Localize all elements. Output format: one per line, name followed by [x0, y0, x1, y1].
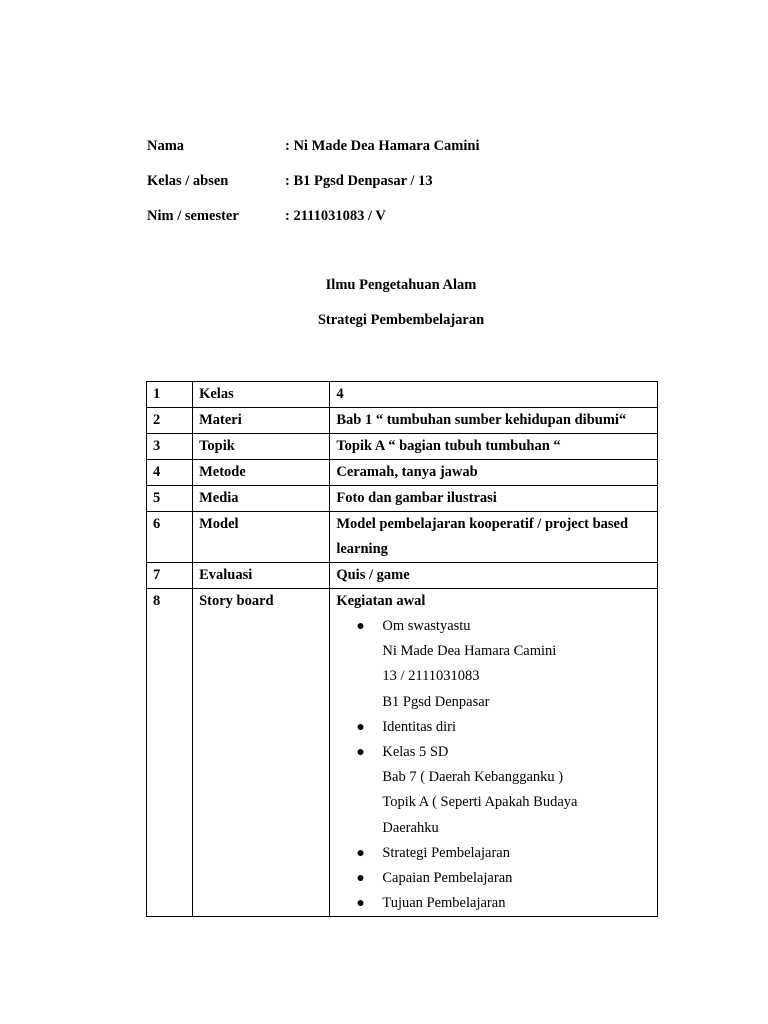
table-row	[147, 512, 658, 563]
list-item-text: B1 Pgsd Denpasar	[382, 693, 490, 710]
header-value: : 2111031083 / V	[285, 208, 386, 224]
list-item-text: Ni Made Dea Hamara Camini	[382, 643, 557, 660]
topic-title: Strategi Pembembelajaran	[317, 312, 485, 328]
row-number: 1	[147, 382, 193, 408]
list-item-text: Topik A ( Seperti Apakah Budaya	[382, 794, 578, 811]
row-value: Quis / game	[330, 563, 658, 589]
table-row-storyboard	[147, 589, 658, 917]
bullet-icon: ●	[356, 896, 365, 912]
list-item	[336, 891, 657, 916]
list-item	[336, 765, 657, 790]
row-key: Metode	[193, 460, 330, 486]
list-item-text: 13 / 2111031083	[382, 668, 480, 685]
table-row	[147, 460, 658, 486]
list-item	[336, 740, 657, 765]
info-table	[146, 381, 658, 917]
storyboard-content	[330, 589, 658, 917]
bullet-icon: ●	[356, 845, 365, 861]
header-value: : B1 Pgsd Denpasar / 13	[285, 173, 433, 189]
list-item-text: Strategi Pembelajaran	[382, 844, 510, 861]
row-value: Ceramah, tanya jawab	[330, 460, 658, 486]
table-row	[147, 563, 658, 589]
row-value: Topik A “ bagian tubuh tumbuhan “	[330, 434, 658, 460]
row-key: Media	[193, 486, 330, 512]
row-number: 5	[147, 486, 193, 512]
row-number: 3	[147, 434, 193, 460]
list-item	[336, 690, 657, 715]
row-key: Story board	[193, 589, 330, 917]
list-item-text: Bab 7 ( Daerah Kebangganku )	[382, 769, 564, 786]
table-row	[147, 382, 658, 408]
list-item	[336, 664, 657, 689]
table-row	[147, 408, 658, 434]
row-number: 7	[147, 563, 193, 589]
row-key: Model	[193, 512, 330, 563]
list-item	[336, 790, 657, 815]
list-item	[336, 841, 657, 866]
row-number: 8	[147, 589, 193, 917]
bullet-icon: ●	[356, 744, 365, 760]
list-item-text: Identitas diri	[382, 718, 457, 735]
row-value: Model pembelajaran kooperatif / project based learning	[330, 512, 658, 563]
list-item	[336, 715, 657, 740]
list-item	[336, 816, 657, 841]
row-key: Evaluasi	[193, 563, 330, 589]
list-item-text: Om swastyastu	[382, 618, 471, 634]
header-label: Nama	[147, 138, 185, 154]
list-item	[336, 866, 657, 891]
list-item-text: Capaian Pembelajaran	[382, 869, 513, 886]
row-key: Materi	[193, 408, 330, 434]
table-row	[147, 486, 658, 512]
list-item-text: Tujuan Pembelajaran	[382, 895, 506, 912]
list-item	[336, 639, 657, 664]
info-table-body	[147, 382, 658, 917]
list-item	[336, 614, 657, 639]
row-key: Kelas	[193, 382, 330, 408]
subject-title: Ilmu Pengetahuan Alam	[325, 277, 477, 293]
storyboard-list	[336, 614, 657, 916]
header-label: Nim / semester	[147, 208, 239, 224]
bullet-icon: ●	[356, 870, 365, 886]
list-item-text: Daerahku	[382, 819, 439, 836]
row-number: 2	[147, 408, 193, 434]
header-label: Kelas / absen	[147, 173, 229, 189]
bullet-icon: ●	[356, 619, 365, 634]
list-item-text: Kelas 5 SD	[382, 743, 449, 760]
row-number: 4	[147, 460, 193, 486]
storyboard-heading: Kegiatan awal	[336, 593, 426, 609]
table-row	[147, 434, 658, 460]
row-value: Bab 1 “ tumbuhan sumber kehidupan dibumi“	[330, 408, 658, 434]
row-number: 6	[147, 512, 193, 563]
row-value: Foto dan gambar ilustrasi	[330, 486, 658, 512]
header-value: : Ni Made Dea Hamara Camini	[285, 138, 480, 154]
bullet-icon: ●	[356, 719, 365, 735]
row-value: 4	[330, 382, 658, 408]
row-key: Topik	[193, 434, 330, 460]
